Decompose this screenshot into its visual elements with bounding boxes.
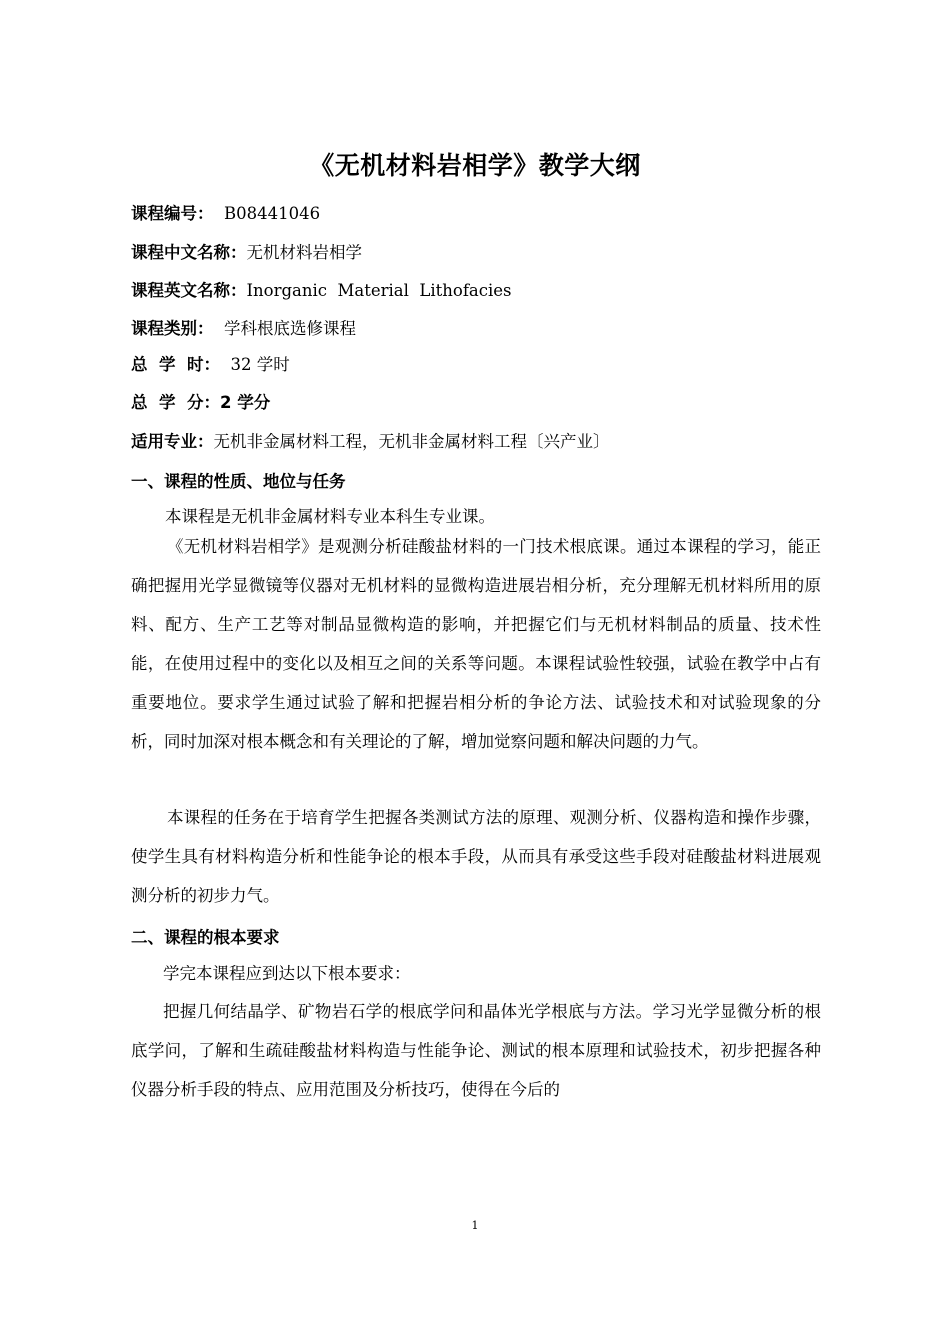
total-credits-row: [131, 393, 831, 413]
applicable-major-row: [131, 432, 831, 452]
course-code-row: [131, 204, 831, 224]
section-heading-requirements: 二、课程的根本要求: [131, 928, 280, 947]
page-number: 1: [471, 1219, 479, 1232]
course-cn-name-row: [131, 243, 831, 263]
total-credits-value: 2 学分: [219, 393, 271, 412]
applicable-major-value: 无机非金属材料工程，无机非金属材料工程〔兴产业〕: [213, 432, 610, 451]
section-heading-nature: 一、课程的性质、地位与任务: [131, 472, 346, 491]
total-hours-value: 32 学时: [230, 355, 290, 374]
paragraph-course-type: 本课程是无机非金属材料专业本科生专业课。: [165, 507, 495, 526]
course-code-value: B08441046: [224, 204, 321, 223]
course-en-name-label: 课程英文名称：: [131, 281, 247, 300]
course-category-row: [131, 319, 831, 339]
total-hours-row: [131, 355, 831, 375]
course-cn-name-value: 无机材料岩相学: [246, 243, 362, 262]
paragraph-course-overview: 《无机材料岩相学》是观测分析硅酸盐材料的一门技术根底课。通过本课程的学习，能正确把握用光学显微镜等仪器对无机材料的显微构造进展岩相分析，充分理解无机材料所用的原料、配方、生产工艺等对制品显微构造的影响，并把握它们与无机材料制品的质量、技术性能，在使用过程中的变化以及相互之间的关系等问题。本课程试验性较强，试验在教学中占有重要地位。要求学生通过试验了解和把握岩相分析的争论方法、试验技术和对试验现象的分析，同时加深对根本概念和有关理论的了解，增加觉察问题和解决问题的力气。: [131, 537, 821, 751]
course-en-name-value: Inorganic Material Lithofacies: [246, 281, 512, 300]
paragraph-requirements-intro: 学完本课程应到达以下根本要求：: [163, 964, 411, 983]
paragraph-course-task: 本课程的任务在于培育学生把握各类测试方法的原理、观测分析、仪器构造和操作步骤，使学生具有材料构造分析和性能争论的根本手段，从而具有承受这些手段对硅酸盐材料进展观测分析的初步力气。: [131, 808, 821, 905]
course-category-label: 课程类别：: [131, 319, 214, 338]
total-hours-label: 总 学 时：: [131, 355, 220, 374]
course-cn-name-label: 课程中文名称：: [131, 243, 247, 262]
page-title: 《无机材料岩相学》教学大纲: [309, 151, 641, 180]
course-code-label: 课程编号：: [131, 204, 214, 223]
course-category-value: 学科根底选修课程: [224, 319, 356, 338]
paragraph-requirements-detail: 把握几何结晶学、矿物岩石学的根底学问和晶体光学根底与方法。学习光学显微分析的根底学问，了解和生疏硅酸盐材料构造与性能争论、测试的根本原理和试验技术，初步把握各种仪器分析手段的特点、应用范围及分析技巧，使得在今后的: [131, 1002, 821, 1099]
total-credits-label: 总 学 分：: [131, 393, 220, 412]
applicable-major-label: 适用专业：: [131, 432, 214, 451]
course-en-name-row: [131, 281, 831, 301]
